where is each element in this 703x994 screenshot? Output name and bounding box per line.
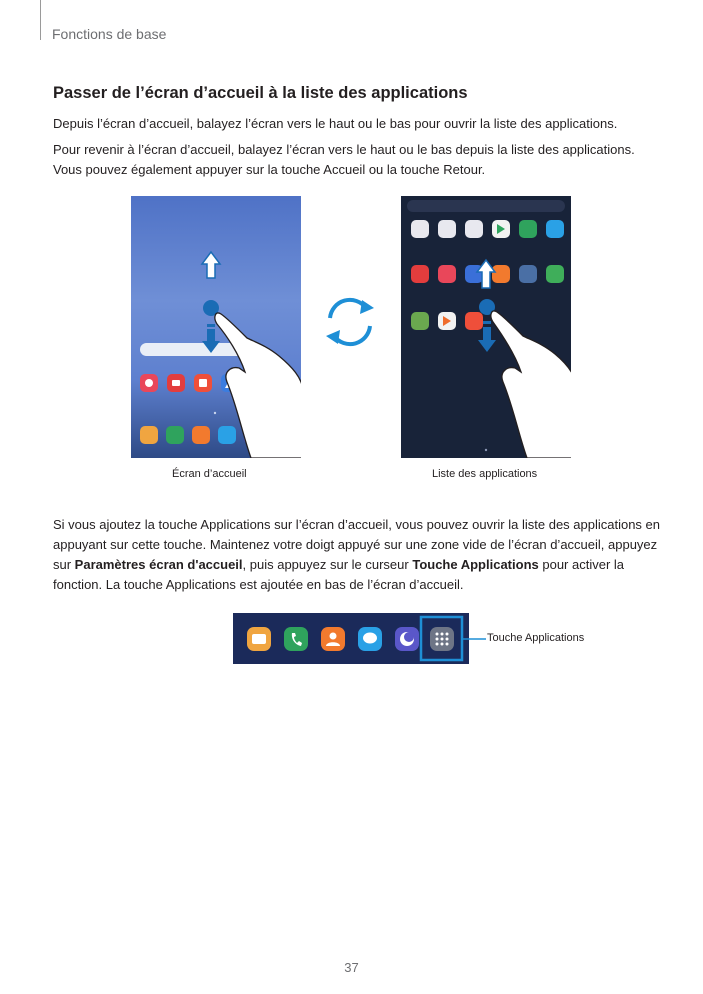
phone-icon bbox=[284, 627, 308, 651]
contacts-icon bbox=[492, 265, 510, 283]
flower-icon-glyph bbox=[145, 379, 153, 387]
chat-icon-glyph bbox=[363, 633, 377, 644]
caption-home-screen: Écran d’accueil bbox=[172, 468, 247, 480]
dock-illustration bbox=[233, 613, 469, 664]
apps-grid-glyph bbox=[436, 633, 449, 646]
paragraph-text: Si vous ajoutez la touche Applications sur l’écran d’accueil, vous pouvez ouvrir la liste des applications en appuyant sur cette touche. Maintenez votre doigt appuyé sur une zone vide de l’écran d’accueil, appuyez sur bbox=[53, 517, 661, 572]
smart-icon bbox=[411, 312, 429, 330]
contacts-icon-glyph bbox=[330, 633, 337, 640]
paragraph-apps-button bbox=[53, 515, 663, 595]
apps-row-1 bbox=[411, 220, 564, 238]
apps-row-3 bbox=[411, 312, 483, 330]
paragraph-return-home: Pour revenir à l’écran d’accueil, balayez l’écran vers le haut ou le bas depuis la liste des applications. Vous pouvez également appuyer sur la touche Accueil ou la touche Retour. bbox=[53, 142, 635, 177]
paragraph-open-apps: Depuis l’écran d’accueil, balayez l’écran vers le haut ou le bas pour ouvrir la liste des applications. bbox=[53, 116, 618, 131]
message-icon bbox=[140, 426, 158, 444]
phone-icon bbox=[519, 220, 537, 238]
message-icon-glyph bbox=[252, 634, 266, 644]
red-app-icon bbox=[465, 312, 483, 330]
camera-icon bbox=[411, 265, 429, 283]
dots-folder-icon bbox=[465, 220, 483, 238]
settings-icon bbox=[519, 265, 537, 283]
swipe-up-arrow bbox=[202, 252, 220, 278]
header-rule bbox=[40, 0, 41, 40]
home-app-row bbox=[140, 374, 239, 392]
paragraph-text: pour activer la fonction. La touche Applications est ajoutée en bas de l’écran d’accueil. bbox=[53, 557, 625, 592]
red-app-icon-glyph bbox=[199, 379, 207, 387]
callout-line bbox=[462, 637, 486, 641]
caption-apps-list: Liste des applications bbox=[432, 468, 538, 480]
apps-search-bar bbox=[407, 200, 565, 212]
home-screen-illustration bbox=[131, 196, 301, 458]
apps-button-callout: Touche Applications bbox=[487, 632, 585, 644]
bold-setting-name: Paramètres écran d'accueil bbox=[74, 557, 243, 572]
paragraph-text: , puis appuyez sur le curseur bbox=[242, 557, 413, 572]
apps-list-illustration bbox=[401, 196, 571, 458]
camera-icon-glyph bbox=[172, 380, 180, 386]
section-header: Fonctions de base bbox=[52, 26, 167, 42]
chat-icon bbox=[218, 426, 236, 444]
page-indicator bbox=[214, 412, 216, 414]
dots-folder-icon bbox=[438, 220, 456, 238]
hand-illustration bbox=[491, 311, 571, 458]
flower-icon bbox=[438, 265, 456, 283]
dots-folder-icon bbox=[411, 220, 429, 238]
page-number: 37 bbox=[344, 960, 359, 975]
phone-icon bbox=[166, 426, 184, 444]
page-indicator bbox=[485, 449, 487, 451]
contacts-icon bbox=[192, 426, 210, 444]
sync-arrows-icon bbox=[322, 294, 378, 350]
calendar-icon bbox=[546, 265, 564, 283]
chat-icon bbox=[546, 220, 564, 238]
section-heading: Passer de l’écran d’accueil à la liste des applications bbox=[53, 84, 468, 102]
bold-toggle-name: Touche Applications bbox=[412, 557, 539, 572]
internet-icon-inner bbox=[404, 632, 414, 642]
